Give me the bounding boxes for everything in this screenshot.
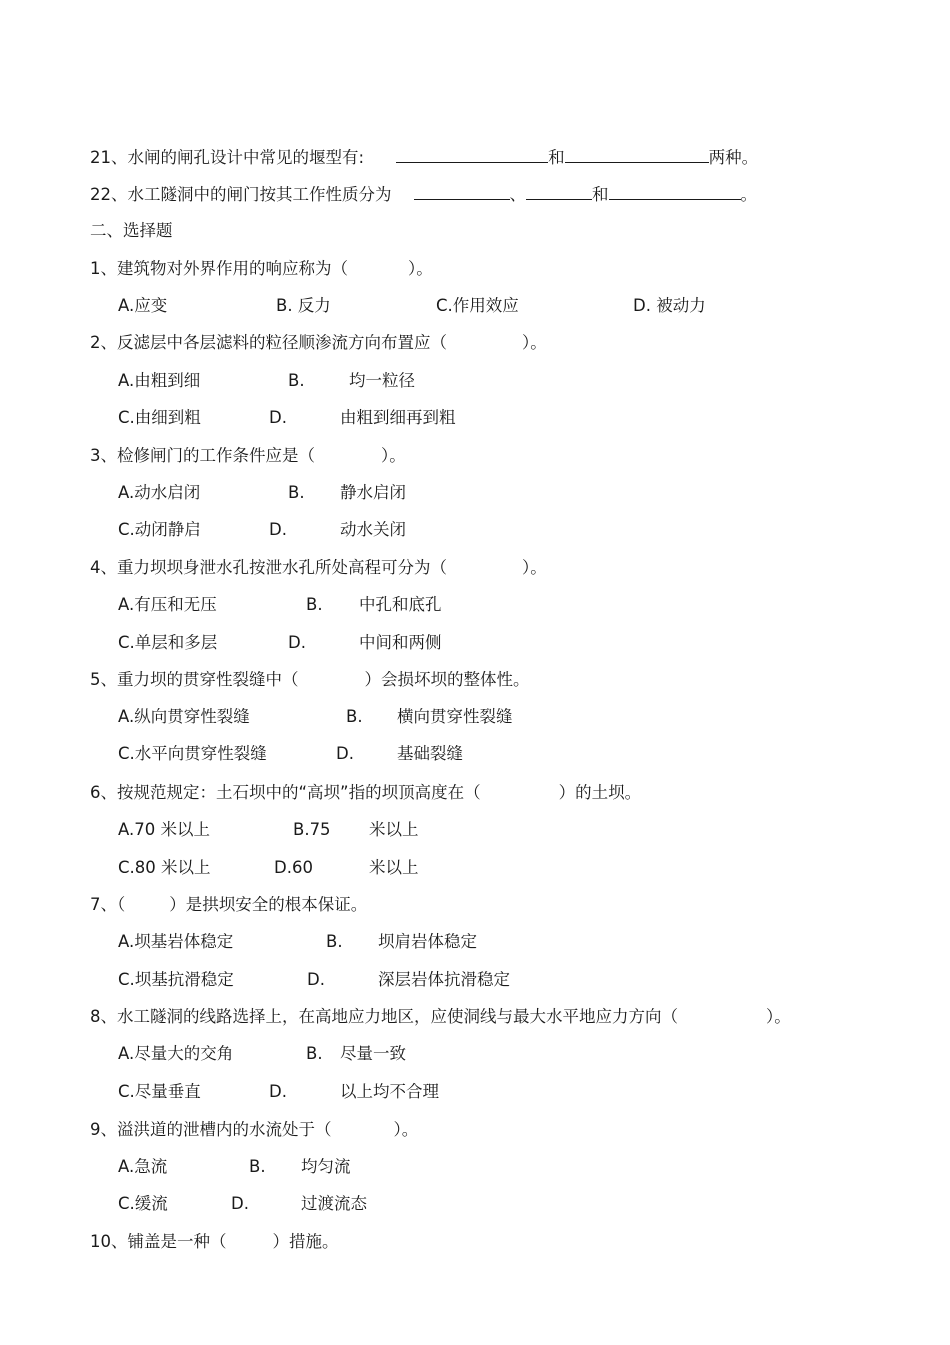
question-stem-end: ）措施。 — [272, 1232, 339, 1251]
question-text: 水工隧洞中的闸门按其工作性质分为 — [127, 185, 392, 204]
question-22 — [90, 183, 757, 206]
question-stem-end: ）。 — [393, 1120, 419, 1139]
option-c[interactable]: C.尽量垂直 — [118, 1082, 201, 1101]
option-a[interactable]: A.急流 — [118, 1157, 168, 1176]
option-d-text[interactable]: 过渡流态 — [301, 1194, 367, 1213]
option-d-text[interactable]: 以上均不合理 — [340, 1082, 439, 1101]
option-b-value[interactable]: B.75 — [293, 820, 331, 839]
option-d-letter[interactable]: D. — [288, 633, 306, 652]
question-10 — [90, 1231, 339, 1253]
option-d-value[interactable]: D.60 — [274, 858, 313, 877]
question-stem-end: ）会损坏坝的整体性。 — [364, 670, 530, 689]
option-d-text[interactable]: 米以上 — [369, 858, 419, 877]
option-d-text[interactable]: 中间和两侧 — [359, 633, 442, 652]
option-a[interactable]: A.尽量大的交角 — [118, 1044, 234, 1063]
question-stem: 反滤层中各层滤料的粒径顺渗流方向布置应（ — [117, 333, 447, 352]
question-stem-end: ）。 — [522, 558, 547, 577]
question-stem: 水工隧洞的线路选择上，在高地应力地区，应使洞线与最大水平地应力方向（ — [117, 1007, 678, 1026]
question-2 — [90, 332, 547, 354]
question-end: 。 — [740, 185, 757, 204]
option-d-letter[interactable]: D. — [269, 520, 287, 539]
option-b-letter[interactable]: B. — [326, 932, 343, 951]
question-stem: 检修闸门的工作条件应是（ — [117, 446, 315, 465]
question-9 — [90, 1119, 418, 1141]
section-title: 二、选择题 — [90, 221, 173, 240]
question-stem: 重力坝坝身泄水孔按泄水孔所处高程可分为（ — [117, 558, 447, 577]
question-end: 两种。 — [708, 148, 759, 167]
question-stem-end: ）的土坝。 — [558, 783, 642, 802]
question-number: 22、 — [90, 185, 128, 204]
option-d-letter[interactable]: D. — [231, 1194, 249, 1213]
option-a[interactable]: A.纵向贯穿性裂缝 — [118, 707, 250, 726]
question-stem: 按规范规定：土石坝中的“高坝”指的坝顶高度在（ — [117, 783, 481, 802]
option-b-text[interactable]: 均一粒径 — [349, 371, 415, 390]
option-a[interactable]: A.应变 — [118, 296, 168, 315]
connector-text: 和 — [548, 148, 565, 167]
question-7 — [90, 894, 367, 916]
question-stem: 重力坝的贯穿性裂缝中（ — [117, 670, 299, 689]
option-d-letter[interactable]: D. — [269, 408, 287, 427]
question-stem-end: ）。 — [522, 333, 547, 352]
answer-blank[interactable] — [565, 146, 709, 163]
question-number: 8、 — [90, 1007, 117, 1026]
option-b-text[interactable]: 横向贯穿性裂缝 — [397, 707, 513, 726]
option-b-letter[interactable]: B. — [249, 1157, 266, 1176]
option-c[interactable]: C.由细到粗 — [118, 408, 201, 427]
option-b-text[interactable]: 均匀流 — [301, 1157, 351, 1176]
answer-blank[interactable] — [414, 183, 510, 200]
question-number: 6、 — [90, 783, 117, 802]
question-stem-end: ）。 — [766, 1007, 791, 1026]
option-d-text[interactable]: 由粗到细再到粗 — [340, 408, 456, 427]
question-stem-end: ）。 — [408, 259, 433, 278]
question-stem: 铺盖是一种（ — [127, 1232, 227, 1251]
question-stem: 溢洪道的泄槽内的水流处于（ — [117, 1120, 332, 1139]
option-b-letter[interactable]: B. — [346, 707, 363, 726]
question-3 — [90, 445, 406, 467]
option-b-text[interactable]: 静水启闭 — [340, 483, 406, 502]
question-4 — [90, 557, 547, 579]
option-b[interactable]: B. 反力 — [276, 296, 331, 315]
option-b-text[interactable]: 尽量一致 — [340, 1044, 406, 1063]
connector-text: 和 — [592, 185, 609, 204]
option-a[interactable]: A.有压和无压 — [118, 595, 217, 614]
option-b-letter[interactable]: B. — [306, 1044, 323, 1063]
question-5 — [90, 669, 530, 691]
option-a[interactable]: A.由粗到细 — [118, 371, 201, 390]
question-21 — [90, 146, 758, 169]
question-number: 1、 — [90, 259, 117, 278]
question-8 — [90, 1006, 791, 1028]
question-text: 水闸的闸孔设计中常见的堰型有: — [127, 148, 365, 167]
option-d-text[interactable]: 基础裂缝 — [397, 744, 463, 763]
option-a[interactable]: A.70 米以上 — [118, 820, 210, 839]
option-d-text[interactable]: 动水关闭 — [340, 520, 406, 539]
option-b-letter[interactable]: B. — [288, 371, 305, 390]
option-a[interactable]: A.坝基岩体稳定 — [118, 932, 234, 951]
option-c[interactable]: C.单层和多层 — [118, 633, 218, 652]
option-d[interactable]: D. 被动力 — [633, 296, 706, 315]
option-b-text[interactable]: 米以上 — [369, 820, 419, 839]
question-stem-end: ）是拱坝安全的根本保证。 — [169, 895, 368, 914]
option-c[interactable]: C.坝基抗滑稳定 — [118, 970, 234, 989]
answer-blank[interactable] — [396, 146, 548, 163]
answer-blank[interactable] — [526, 183, 592, 200]
question-number: 9、 — [90, 1120, 117, 1139]
option-d-letter[interactable]: D. — [336, 744, 354, 763]
question-number: 3、 — [90, 446, 117, 465]
question-number: 10、 — [90, 1232, 128, 1251]
question-6 — [90, 782, 641, 804]
option-c[interactable]: C.缓流 — [118, 1194, 168, 1213]
option-c[interactable]: C.80 米以上 — [118, 858, 211, 877]
question-1 — [90, 258, 433, 280]
separator-text: 、 — [509, 185, 526, 204]
option-a[interactable]: A.动水启闭 — [118, 483, 201, 502]
option-d-letter[interactable]: D. — [269, 1082, 287, 1101]
option-b-text[interactable]: 中孔和底孔 — [359, 595, 442, 614]
option-b-letter[interactable]: B. — [288, 483, 305, 502]
option-d-text[interactable]: 深层岩体抗滑稳定 — [378, 970, 510, 989]
option-c[interactable]: C.动闭静启 — [118, 520, 201, 539]
question-number: 5、 — [90, 670, 117, 689]
option-d-letter[interactable]: D. — [307, 970, 325, 989]
answer-blank[interactable] — [609, 183, 741, 200]
question-number: 21、 — [90, 148, 128, 167]
question-stem-end: ）。 — [381, 446, 406, 465]
option-b-letter[interactable]: B. — [306, 595, 323, 614]
question-stem: （ — [117, 895, 126, 914]
option-c[interactable]: C.作用效应 — [436, 296, 519, 315]
option-b-text[interactable]: 坝肩岩体稳定 — [378, 932, 477, 951]
question-number: 4、 — [90, 558, 117, 577]
option-c[interactable]: C.水平向贯穿性裂缝 — [118, 744, 267, 763]
question-stem: 建筑物对外界作用的响应称为（ — [117, 259, 348, 278]
question-number: 2、 — [90, 333, 117, 352]
question-number: 7、 — [90, 895, 117, 914]
